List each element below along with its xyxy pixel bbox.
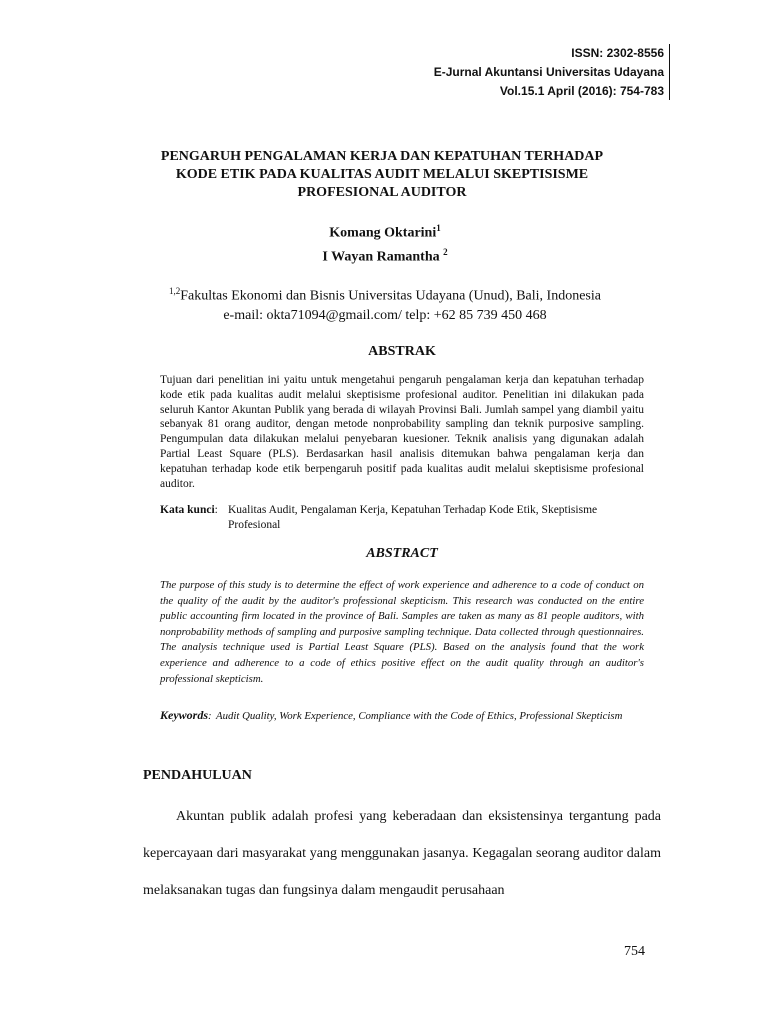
contact-info: e-mail: okta71094@gmail.com/ telp: +62 85 739 450 468 [223, 307, 547, 323]
keywords-list: Audit Quality, Work Experience, Compliance with the Code of Ethics, Professional Skepticism [216, 710, 623, 722]
affiliation [100, 282, 670, 325]
abstract-text: The purpose of this study is to determine the effect of work experience and adherence to a code of conduct on the quality of the audit by the auditor's professional skepticism. This research was conducted on the entire public accounting firm located in the province of Bali. Samples are taken as many as 81 people auditors, with nonprobability methods of sampling and purposive sampling technique. Data collected through questionnaires. The analysis technique used is Partial Least Square (PLS). Based on the analysis found that the work experience and adherence to a code of ethics positive effect on the audit quality through an auditor's professional skepticism. [160, 579, 644, 685]
title-line: KODE ETIK PADA KUALITAS AUDIT MELALUI SKEPTISISME [175, 167, 589, 182]
author-affil-marker: 1 [436, 223, 441, 233]
paragraph-text: Akuntan publik adalah profesi yang keberadaan dan eksistensinya tergantung pada kepercayaan dari masyarakat yang menggunakan jasanya. Kegagalan seorang auditor dalam melaksanakan tugas dan fungsinya dalam mengaudit perusahaan [143, 809, 661, 898]
institution: Fakultas Ekonomi dan Bisnis Universitas Udayana (Unud), Bali, Indonesia [180, 288, 601, 304]
header-divider [669, 44, 670, 100]
author-name: I Wayan Ramantha [322, 249, 444, 265]
section-heading: PENDAHULUAN [143, 768, 252, 783]
author-1 [200, 219, 570, 243]
journal-header [434, 44, 664, 101]
kata-kunci: Kata kunci: Kualitas Audit, Pengalaman Kerja, Kepatuhan Terhadap Kode Etik, Skeptisisme Profesional [160, 503, 644, 533]
paper-title [120, 148, 644, 202]
volume-info: Vol.15.1 April (2016): 754-783 [499, 84, 664, 98]
abstract-heading: ABSTRACT [366, 546, 438, 561]
abstrak-heading: ABSTRAK [368, 344, 436, 359]
keywords: Keywords: Audit Quality, Work Experience, Compliance with the Code of Ethics, Professional Skepticism [160, 708, 644, 724]
abstrak-text: Tujuan dari penelitian ini yaitu untuk mengetahui pengaruh pengalaman kerja dan kepatuhan terhadap kode etik pada kualitas audit melalui skeptisisme profesional auditor. Penelitian ini dilakukan pada seluruh Kantor Akuntan Publik yang berada di wilayah Provinsi Bali. Jumlah sampel yang diambil yaitu sebanyak 81 orang auditor, dengan metode nonprobability sampling dan teknik purposive sampling. Pengumpulan data dilakukan melalui penyebaran kuesioner. Teknik analisis yang digunakan adalah Partial Least Square (PLS). Berdasarkan hasil analisis ditemukan bahwa pengalaman kerja dan kepatuhan terhadap kode etik berpengaruh positif pada kualitas audit melalui skeptisisme profesional auditor. [160, 374, 644, 490]
issn: ISSN: 2302-8556 [571, 46, 664, 60]
journal-name: E-Jurnal Akuntansi Universitas Udayana [433, 65, 664, 79]
kata-kunci-label: Kata kunci [160, 504, 215, 516]
affiliation-institution-line [100, 282, 670, 306]
author-list [200, 219, 570, 266]
title-line: PROFESIONAL AUDITOR [297, 185, 467, 200]
author-name: Komang Oktarini [329, 225, 437, 241]
keywords-label: Keywords [160, 708, 208, 722]
author-affil-marker: 2 [443, 246, 448, 257]
affiliation-marker: 1,2 [169, 286, 181, 296]
author-2 [200, 243, 570, 267]
title-line: PENGARUH PENGALAMAN KERJA DAN KEPATUHAN TERHADAP [160, 149, 604, 164]
page-number: 754 [624, 944, 645, 959]
body-paragraph [143, 798, 661, 909]
kata-kunci-list: Kualitas Audit, Pengalaman Kerja, Kepatuhan Terhadap Kode Etik, Skeptisisme Profesional [228, 504, 598, 531]
